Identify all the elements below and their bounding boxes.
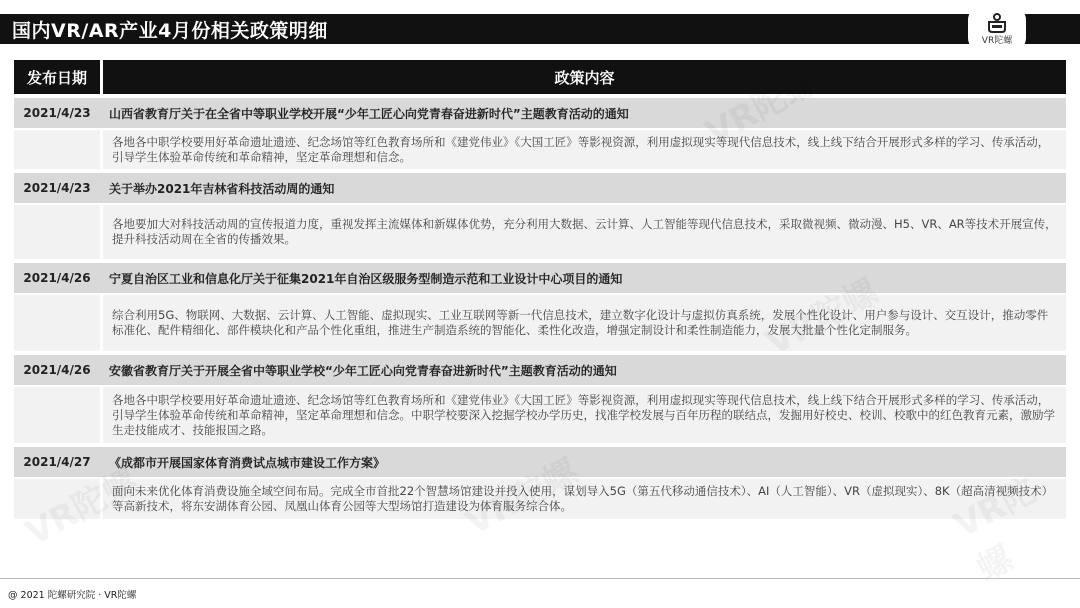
row-title: 安徽省教育厅关于开展全省中等职业学校“少年工匠心向党青春奋进新时代”主题教育活动的通知 xyxy=(109,363,617,378)
table-row xyxy=(14,98,1066,128)
row-date: 2021/4/27 xyxy=(23,455,91,469)
footer-copyright: @ 2021 陀螺研究院 · VR陀螺 xyxy=(8,590,137,601)
row-date-blank xyxy=(14,130,100,169)
title-bar xyxy=(0,14,1080,44)
row-date: 2021/4/23 xyxy=(23,181,91,195)
row-description: 面向未来优化体育消费设施全域空间布局。完成全市首批22个智慧场馆建设并投入使用，谋划导入5G（第五代移动通信技术）、AI（人工智能）、VR（虚拟现实）、8K（超高清视频技术）等高新技术，将东安湖体育公园、凤凰山体育公园等大型场馆打造建设为体育服务综合体。 xyxy=(103,479,1066,519)
vr-headset-logo-icon xyxy=(984,12,1010,38)
row-title: 山西省教育厅关于在全省中等职业学校开展“少年工匠心向党青春奋进新时代”主题教育活动的通知 xyxy=(109,106,629,121)
logo-text: VR陀螺 xyxy=(981,36,1013,46)
row-title: 《成都市开展国家体育消费试点城市建设工作方案》 xyxy=(109,455,386,470)
footer-divider xyxy=(0,578,1080,579)
row-date: 2021/4/26 xyxy=(23,271,91,285)
row-description: 各地各中职学校要用好革命遗址遗迹、纪念场馆等红色教育场所和《建党伟业》《大国工匠》等影视资源，利用虚拟现实等现代信息技术，线上线下结合开展形式多样的学习、传承活动，引导学生体验革命传统和革命精神，坚定革命理想和信念。 xyxy=(103,130,1066,169)
column-header-content: 政策内容 xyxy=(103,60,1066,94)
table-row xyxy=(14,447,1066,477)
row-date-blank xyxy=(14,479,100,519)
table-row-body xyxy=(14,295,1066,351)
row-title: 关于举办2021年吉林省科技活动周的通知 xyxy=(109,181,335,196)
table-row-body xyxy=(14,205,1066,259)
row-description: 各地各中职学校要用好革命遗址遗迹、纪念场馆等红色教育场所和《建党伟业》《大国工匠》等影视资源，利用虚拟现实等现代信息技术，线上线下结合开展形式多样的学习、传承活动，引导学生体验革命传统和革命精神，坚定革命理想和信念。中职学校要深入挖掘学校办学历史，找准学校发展与百年历程的联结点，发掘用好校史、校训、校歌中的红色教育元素，激励学生走技能成才、技能报国之路。 xyxy=(103,387,1066,443)
row-description: 各地要加大对科技活动周的宣传报道力度，重视发挥主流媒体和新媒体优势，充分利用大数据、云计算、人工智能等现代信息技术，采取微视频、微动漫、H5、VR、AR等技术开展宣传，提升科技活动周在全省的传播效果。 xyxy=(103,205,1066,259)
table-row xyxy=(14,173,1066,203)
table-header xyxy=(14,60,1066,94)
row-date-blank xyxy=(14,295,100,351)
row-description: 综合利用5G、物联网、大数据、云计算、人工智能、虚拟现实、工业互联网等新一代信息技术，建立数字化设计与虚拟仿真系统，发展个性化设计、用户参与设计、交互设计，推动零件标准化、配件精细化、部件模块化和产品个性化重组，推进生产制造系统的智能化、柔性化改造，增强定制设计和柔性制造能力，发展大批量个性化定制服务。 xyxy=(103,295,1066,351)
column-header-date: 发布日期 xyxy=(14,60,100,94)
table-row xyxy=(14,263,1066,293)
policy-table xyxy=(14,60,1066,519)
row-date-blank xyxy=(14,387,100,443)
row-date: 2021/4/23 xyxy=(23,106,91,120)
table-row-body xyxy=(14,387,1066,443)
row-title: 宁夏自治区工业和信息化厅关于征集2021年自治区级服务型制造示范和工业设计中心项目的通知 xyxy=(109,271,623,286)
table-row xyxy=(14,355,1066,385)
row-date-blank xyxy=(14,205,100,259)
table-row-body xyxy=(14,479,1066,519)
row-date: 2021/4/26 xyxy=(23,363,91,377)
logo xyxy=(968,6,1026,52)
table-row-body xyxy=(14,130,1066,169)
page-title: 国内VR/AR产业4月份相关政策明细 xyxy=(12,19,328,42)
